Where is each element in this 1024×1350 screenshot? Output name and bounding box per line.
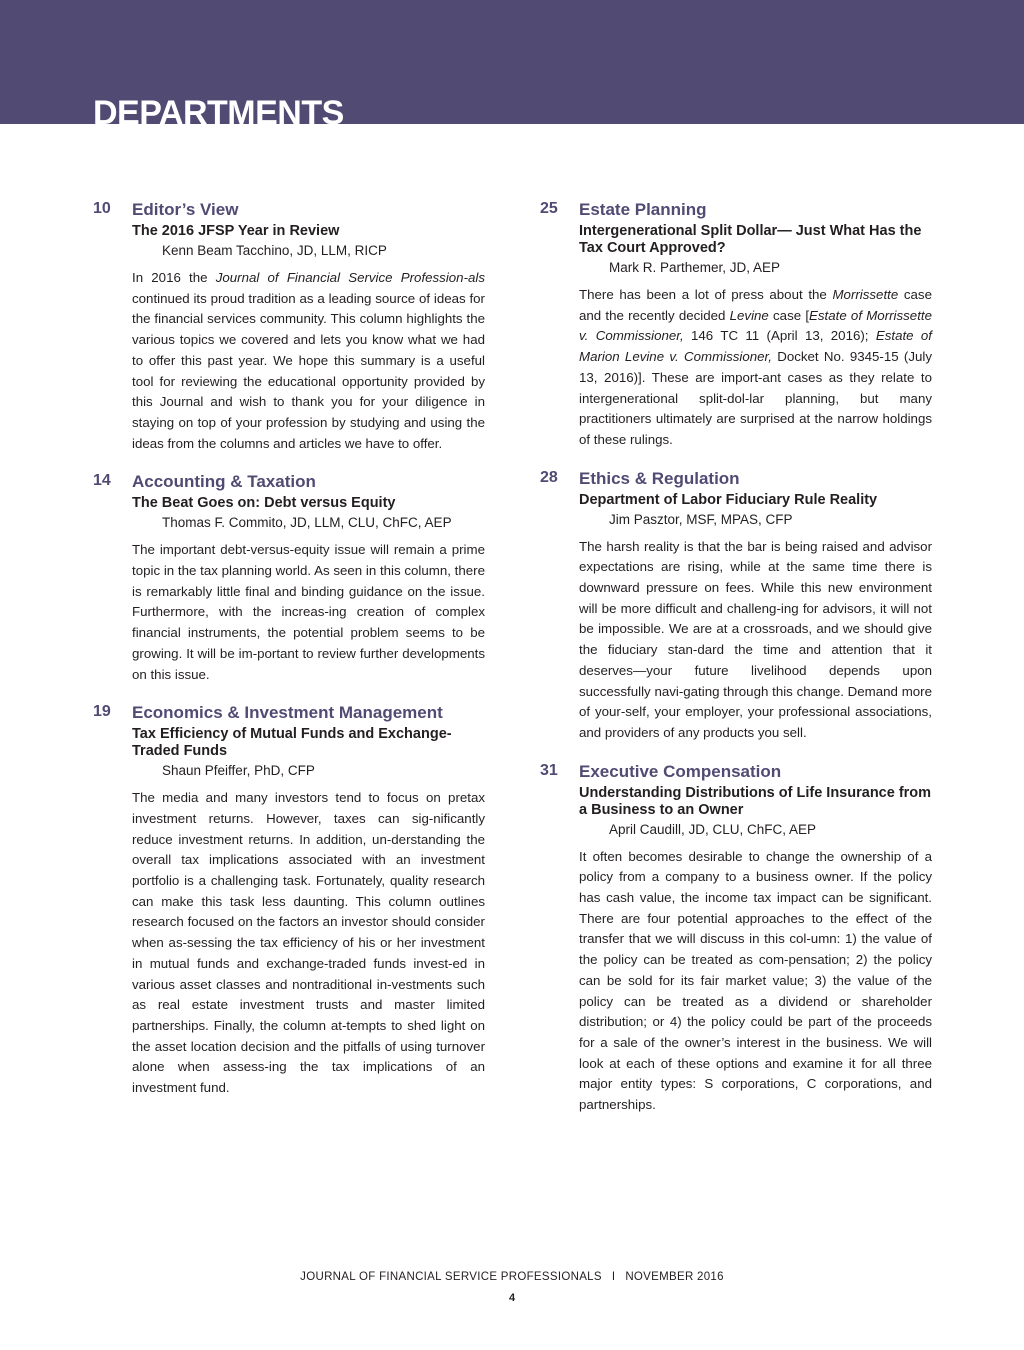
entry-department: Accounting & Taxation (132, 472, 316, 492)
entry-author: April Caudill, JD, CLU, ChFC, AEP (609, 821, 817, 837)
entry-title: Intergenerational Split Dollar— Just What Has the Tax Court Approved? (579, 223, 922, 256)
footer-separator: I (611, 1271, 616, 1283)
entry-department: Estate Planning (579, 200, 707, 219)
right-column (540, 199, 932, 1116)
entry-department: Executive Compensation (579, 761, 782, 781)
entry-page-number: 28 (540, 468, 558, 486)
entry-author: Shaun Pfeiffer, PhD, CFP (162, 763, 315, 779)
entry-body: The media and many investors tend to focus on pretax investment returns. However, taxes can sig-nificantly reduce investment returns. In addition, un-derstanding the overall tax implications associated with an investment portfolio is a challenging task. Fortunately, quality research can make this task less daunting. This column outlines research focused on the factors an investor should consider when as-sessing the tax efficiency of his or her investment in mutual funds and exchange-traded funds invest-ed in various asset classes and nontraditional in-vestments such as real estate investment trusts and master limited partnerships. Finally, the column at-tempts to shed light on the asset location decision and the pitfalls of using turnover alone when assess-ing the tax implications of an investment fund. (132, 790, 485, 1096)
entry-page-number: 25 (540, 200, 558, 217)
entry-estate-planning (540, 199, 932, 451)
footer-date: NOVEMBER 2016 (625, 1271, 724, 1283)
entry-title: Understanding Distributions of Life Insurance from a Business to an Owner (579, 784, 932, 818)
entry-accounting-taxation (93, 471, 485, 685)
entry-page-number: 10 (93, 200, 111, 217)
entry-body: The harsh reality is that the bar is being raised and advisor expectations are rising, while at the same time there is downward pressure on fees. While this new environment will be more difficult and challeng-ing for advisors, it will not be impossible. We are at a crossroads, and we should give the fiduciary stan-dard the time and attention that it deserves—your future livelihood depends upon successfully navi-gating through this change. Demand more of your-self, your employer, your professional associations, and providers of any products you sell. (579, 538, 932, 740)
entry-economics-investment (93, 702, 485, 1099)
entry-page-number: 31 (540, 761, 558, 779)
entry-author: Mark R. Parthemer, JD, AEP (609, 260, 781, 275)
entry-executive-compensation (540, 761, 932, 1116)
entry-title: Department of Labor Fiduciary Rule Reality (579, 491, 878, 508)
entry-body: There has been a lot of press about the Morrissette case and the recently decided Levine case [Estate of Morrissette v. Commissioner, 146 TC 11 (April 13, 2016); Estate of Marion Levine v. Commissioner, Docket No. 9345-15 (July 13, 2016)]. These are import-ant cases as they relate to intergenerational split-dol-lar planning, but many practitioners ultimately are surprised at the narrow holdings of these rulings. (579, 287, 933, 447)
entry-title: The 2016 JFSP Year in Review (132, 223, 340, 239)
entry-page-number: 14 (93, 472, 111, 490)
footer-journal: JOURNAL OF FINANCIAL SERVICE PROFESSIONALS (300, 1271, 602, 1283)
entry-body: It often becomes desirable to change the ownership of a policy from a company to a business owner. If the policy has cash value, the income tax impact can be significant. There are four potential approaches to the effect of the transfer that we will discuss in this col-umn: 1) the value of the policy can be treated as com-pensation; 2) the policy can be sold for its fair market value; 3) the value of the policy can be treated as a dividend or shareholder distribution; or 4) the policy could be part of the proceeds for a sale of the owner’s interest in the business. We will look at each of these options and examine it for all three major entity types: S corporations, C corporations, and partnerships. (579, 848, 932, 1113)
entry-department: Economics & Investment Management (132, 703, 443, 723)
left-column (93, 199, 485, 1099)
entry-ethics-regulation (540, 468, 932, 744)
entry-author: Kenn Beam Tacchino, JD, LLM, RICP (162, 243, 387, 258)
footer (0, 1271, 1024, 1283)
entry-title: Tax Efficiency of Mutual Funds and Exchange-Traded Funds (132, 726, 452, 760)
entry-body: The important debt-versus-equity issue will remain a prime topic in the tax planning world. As seen in this column, there is remarkably little final and binding guidance on the issue. Furthermore, with the increas-ing creation of complex financial instruments, the potential problem seems to be growing. It will be im-portant to review further developments on this issue. (132, 542, 485, 682)
entry-title: The Beat Goes on: Debt versus Equity (132, 495, 396, 512)
page-number: 4 (508, 1292, 516, 1304)
page-title: DEPARTMENTS (93, 94, 344, 124)
entry-page-number: 19 (93, 703, 111, 721)
entry-department: Ethics & Regulation (579, 468, 740, 488)
entry-editors-view (93, 199, 485, 454)
entry-author: Jim Pasztor, MSF, MPAS, CFP (609, 511, 793, 527)
entry-body: In 2016 the Journal of Financial Service Profession-als continued its proud tradition as a leading source of ideas for the financial services community. This column highlights the various topics we covered and lets you know what we had to offer this past year. We hope this summary is a useful tool for reviewing the educational opportunity provided by this Journal and wish to thank you for your diligence in staying on top of your profession by studying and using the ideas from the columns and articles we have to offer. (132, 270, 485, 451)
entry-department: Editor’s View (132, 200, 239, 219)
entry-author: Thomas F. Commito, JD, LLM, CLU, ChFC, AEP (162, 515, 452, 531)
